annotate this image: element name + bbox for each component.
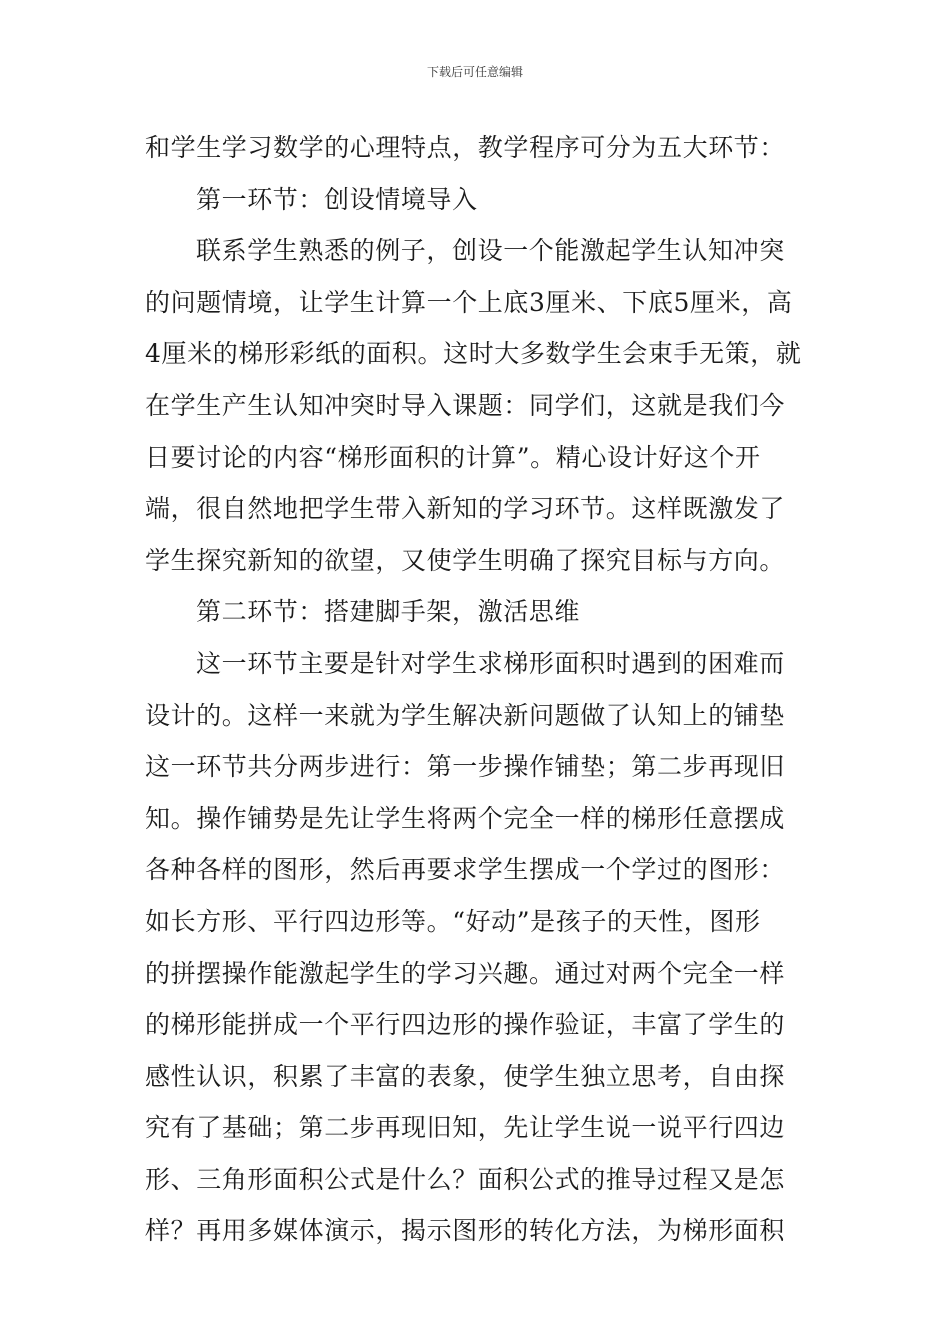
text-line-13: 这一环节共分两步进行：第一步操作铺垫；第二步再现旧 xyxy=(145,752,786,782)
text-line-6: 在学生产生认知冲突时导入课题：同学们，这就是我们今 xyxy=(145,390,786,420)
text-line-20: 究有了基础；第二步再现旧知，先让学生说一说平行四边 xyxy=(145,1113,786,1143)
text-line-7: 日要讨论的内容“梯形面积的计算”。精心设计好这个开 xyxy=(145,442,761,472)
text-line-19: 感性认识，积累了丰富的表象，使学生独立思考，自由探 xyxy=(145,1061,786,1091)
text-line-12: 设计的。这样一来就为学生解决新问题做了认知上的铺垫 xyxy=(145,700,786,730)
text-line-5: 4厘米的梯形彩纸的面积。这时大多数学生会束手无策，就 xyxy=(145,339,802,369)
text-line-9: 学生探究新知的欲望，又使学生明确了探究目标与方向。 xyxy=(145,545,786,575)
text-line-18: 的梯形能拼成一个平行四边形的操作验证，丰富了学生的 xyxy=(145,1010,786,1040)
text-line-21: 形、三角形面积公式是什么？面积公式的推导过程又是怎 xyxy=(145,1164,786,1194)
document-body xyxy=(145,122,810,1257)
text-line-11: 这一环节主要是针对学生求梯形面积时遇到的困难而 xyxy=(196,648,785,678)
text-line-17: 的拼摆操作能激起学生的学习兴趣。通过对两个完全一样 xyxy=(145,958,786,988)
text-line-22: 样？再用多媒体演示，揭示图形的转化方法，为梯形面积 xyxy=(145,1216,786,1246)
page-header: 下载后可任意编辑 xyxy=(426,65,523,79)
text-line-3: 联系学生熟悉的例子，创设一个能激起学生认知冲突 xyxy=(196,236,785,266)
text-line-15: 各种各样的图形，然后再要求学生摆成一个学过的图形： xyxy=(145,855,786,885)
text-line-1: 和学生学习数学的心理特点，教学程序可分为五大环节： xyxy=(145,133,786,162)
section-heading-1: 第一环节：创设情境导入 xyxy=(196,184,478,214)
text-line-4: 的问题情境，让学生计算一个上底3厘米、下底5厘米，高 xyxy=(145,287,793,317)
text-line-8: 端，很自然地把学生带入新知的学习环节。这样既激发了 xyxy=(145,494,786,524)
text-line-14: 知。操作铺势是先让学生将两个完全一样的梯形任意摆成 xyxy=(145,803,786,833)
section-heading-2: 第二环节：搭建脚手架，激活思维 xyxy=(196,597,581,627)
text-line-16: 如长方形、平行四边形等。“好动”是孩子的天性，图形 xyxy=(145,906,761,936)
